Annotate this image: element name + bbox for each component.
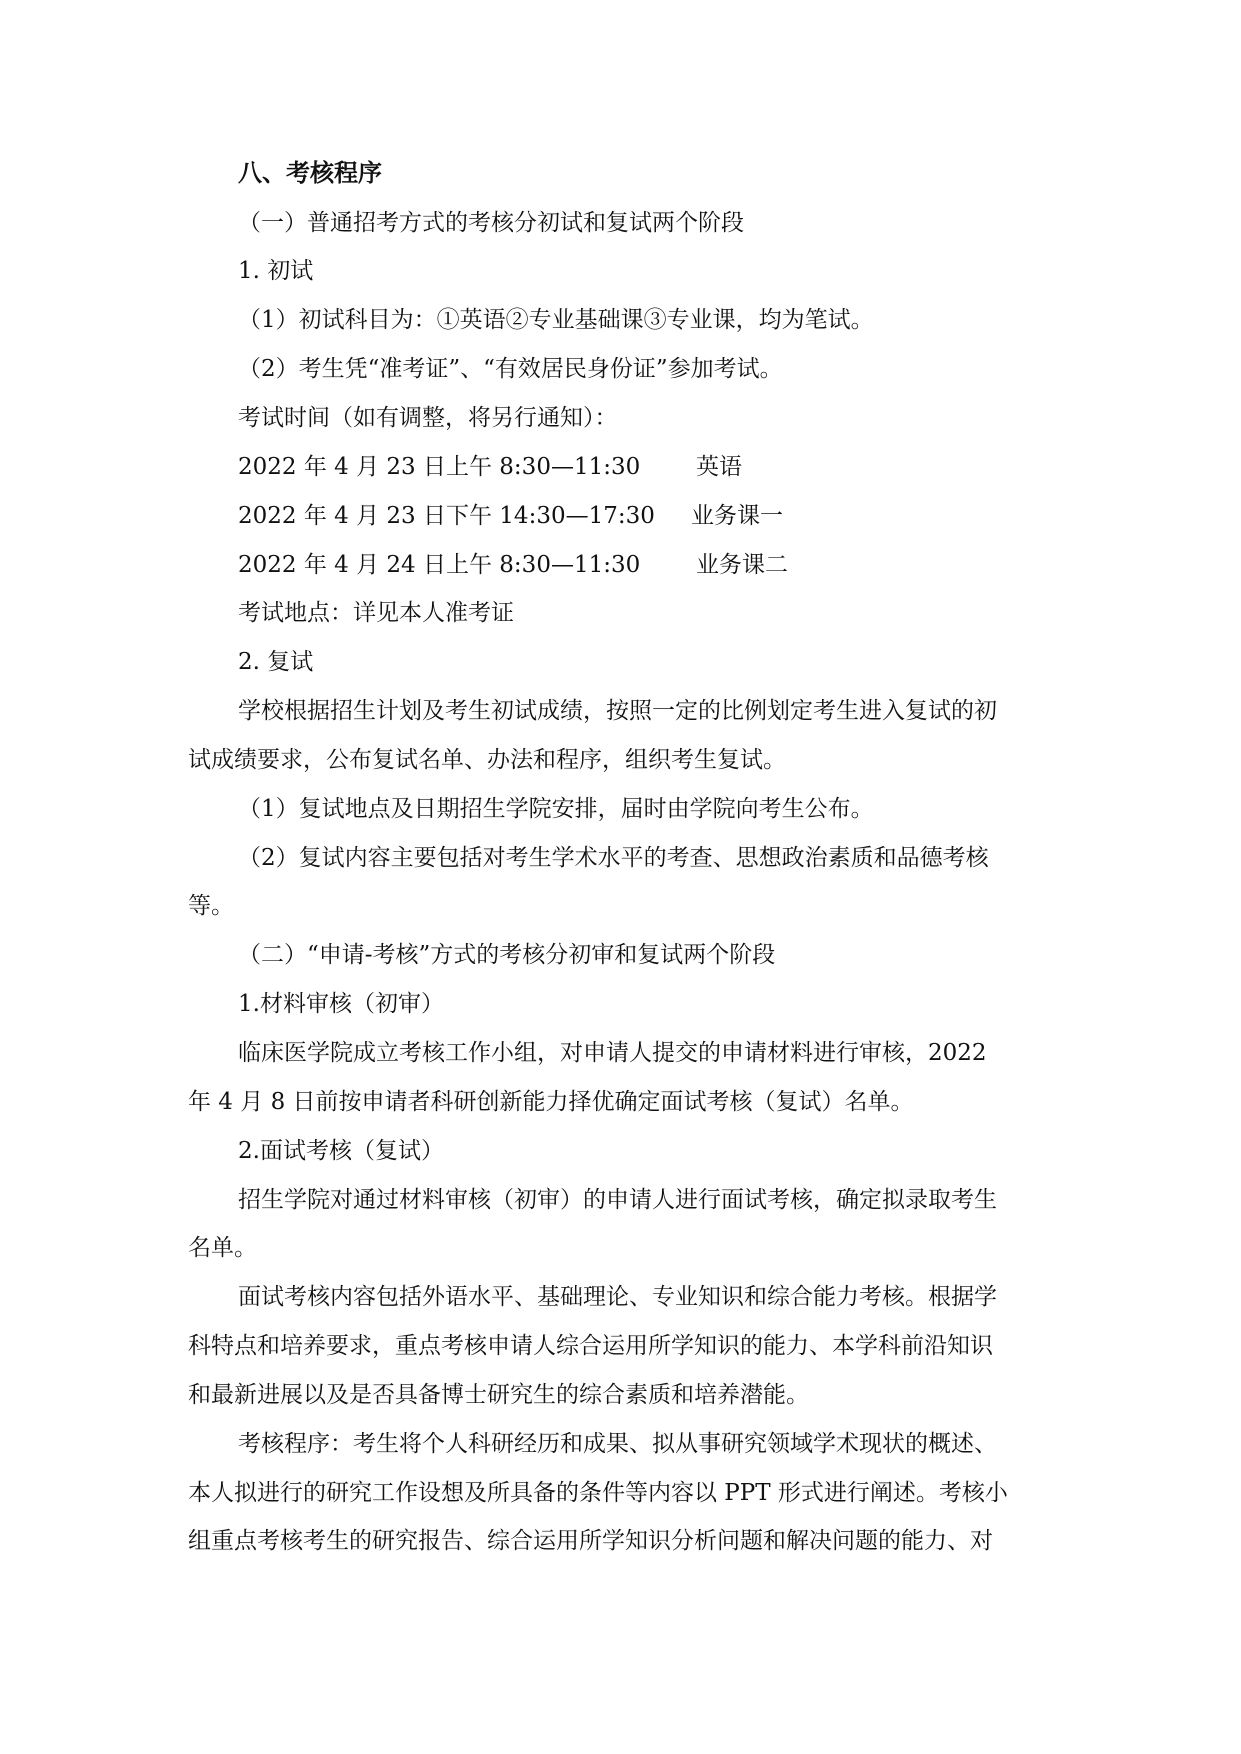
part1-heading: （一）普通招考方式的考核分初试和复试两个阶段: [238, 210, 744, 236]
schedule-subject: 英语: [696, 454, 742, 480]
schedule-time: 2022 年 4 月 23 日上午 8:30—11:30: [238, 454, 641, 480]
initial-item-1: （1）初试科目为：①英语②专业基础课③专业课，均为笔试。: [238, 307, 874, 333]
procedure-line: 本人拟进行的研究工作设想及所具备的条件等内容以 PPT 形式进行阐述。考核小: [188, 1480, 1008, 1506]
interview-content-line: 科特点和培养要求，重点考核申请人综合运用所学知识的能力、本学科前沿知识: [188, 1333, 993, 1359]
retest-paragraph-line: 试成绩要求，公布复试名单、办法和程序，组织考生复试。: [188, 747, 786, 773]
section-title: 八、考核程序: [238, 158, 382, 187]
schedule-time: 2022 年 4 月 24 日上午 8:30—11:30: [238, 552, 641, 578]
review-paragraph-line: 年 4 月 8 日前按申请者科研创新能力择优确定面试考核（复试）名单。: [188, 1089, 914, 1115]
retest-item-2-line: 等。: [188, 893, 234, 919]
initial-item-2: （2）考生凭“准考证”、“有效居民身份证”参加考试。: [238, 356, 783, 382]
retest-item-2-line: （2）复试内容主要包括对考生学术水平的考查、思想政治素质和品德考核: [238, 845, 989, 871]
interview-paragraph-line: 名单。: [188, 1235, 257, 1261]
procedure-line: 组重点考核考生的研究报告、综合运用所学知识分析问题和解决问题的能力、对: [188, 1528, 993, 1554]
schedule-subject: 业务课二: [696, 552, 788, 578]
interview-heading: 2.面试考核（复试）: [238, 1138, 444, 1164]
interview-paragraph-line: 招生学院对通过材料审核（初审）的申请人进行面试考核，确定拟录取考生: [238, 1187, 997, 1213]
interview-content-line: 面试考核内容包括外语水平、基础理论、专业知识和综合能力考核。根据学: [238, 1284, 997, 1310]
schedule-time: 2022 年 4 月 23 日下午 14:30—17:30: [238, 503, 655, 529]
review-heading: 1.材料审核（初审）: [238, 991, 444, 1017]
interview-content-line: 和最新进展以及是否具备博士研究生的综合素质和培养潜能。: [188, 1382, 809, 1408]
exam-time-label: 考试时间（如有调整，将另行通知）：: [238, 405, 618, 431]
review-paragraph-line: 临床医学院成立考核工作小组，对申请人提交的申请材料进行审核，2022: [238, 1040, 987, 1066]
initial-heading: 1. 初试: [238, 258, 314, 284]
retest-paragraph-line: 学校根据招生计划及考生初试成绩，按照一定的比例划定考生进入复试的初: [238, 698, 997, 724]
retest-heading: 2. 复试: [238, 649, 314, 675]
schedule-subject: 业务课一: [691, 503, 783, 529]
part2-heading: （二）“申请-考核”方式的考核分初审和复试两个阶段: [238, 942, 776, 968]
retest-item-1: （1）复试地点及日期招生学院安排，届时由学院向考生公布。: [238, 796, 874, 822]
exam-location: 考试地点：详见本人准考证: [238, 600, 514, 626]
procedure-line: 考核程序：考生将个人科研经历和成果、拟从事研究领域学术现状的概述、: [238, 1431, 997, 1457]
